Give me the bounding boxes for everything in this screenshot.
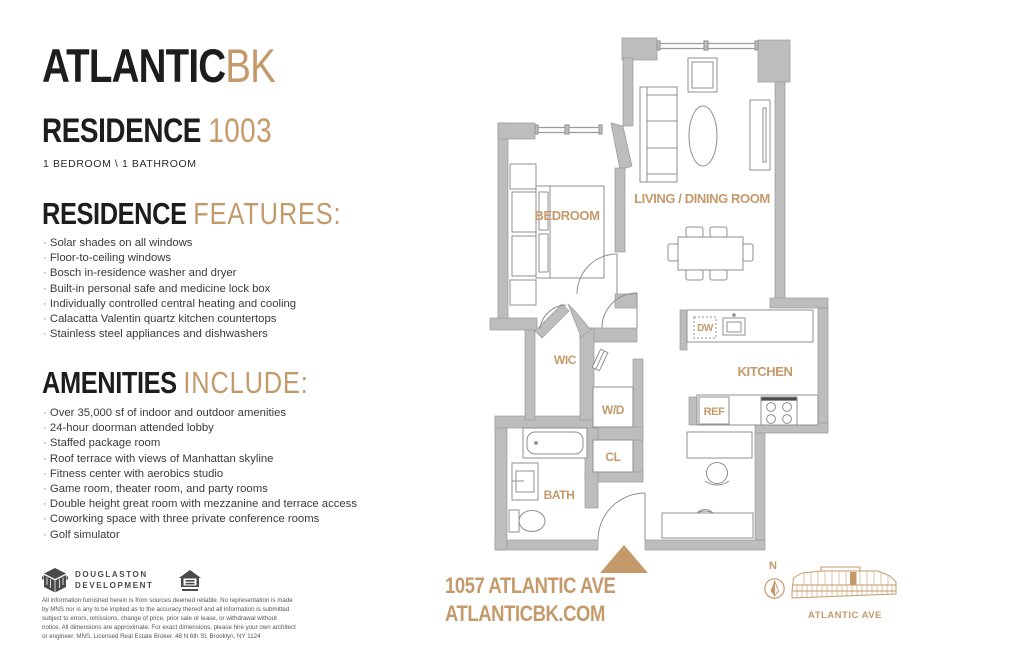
floorplan bbox=[480, 28, 830, 573]
refrigerator-label: REF bbox=[703, 406, 725, 418]
residence-title bbox=[42, 114, 322, 148]
bath-label: BATH bbox=[543, 488, 575, 502]
dresser bbox=[512, 236, 536, 276]
burner bbox=[783, 415, 792, 424]
desk bbox=[662, 513, 753, 538]
burner bbox=[767, 415, 776, 424]
kitchen-label: KITCHEN bbox=[737, 364, 793, 379]
bedroom-label: BEDROOM bbox=[534, 208, 600, 223]
feature-item: · Individually controlled central heating and cooling bbox=[43, 297, 296, 312]
building-keyplan bbox=[790, 564, 900, 608]
sofa bbox=[640, 87, 677, 182]
amenities-list bbox=[43, 406, 357, 543]
amenity-item: · Coworking space with three private conference rooms bbox=[43, 512, 357, 527]
wic-label: WIC bbox=[553, 353, 577, 367]
dishwasher-label: DW bbox=[697, 323, 713, 334]
nightstand bbox=[510, 164, 536, 189]
feature-item: · Built-in personal safe and medicine lock box bbox=[43, 282, 296, 297]
nightstand bbox=[510, 280, 536, 305]
compass-icon bbox=[763, 577, 786, 600]
coffee-table bbox=[689, 106, 717, 166]
pillow bbox=[539, 234, 548, 272]
feature-item: · Stainless steel appliances and dishwashers bbox=[43, 327, 296, 342]
stove-back bbox=[761, 397, 797, 401]
douglaston-logo bbox=[42, 567, 154, 595]
address-line: 1057 ATLANTIC AVE bbox=[445, 573, 616, 598]
residence-label: RESIDENCE bbox=[42, 112, 201, 150]
feature-item: · Solar shades on all windows bbox=[43, 236, 296, 251]
burner bbox=[783, 403, 792, 412]
brand-suffix: BK bbox=[225, 39, 276, 92]
street-label: ATLANTIC AVE bbox=[808, 610, 882, 621]
footer-logos bbox=[42, 567, 202, 595]
douglaston-cube-icon bbox=[42, 567, 68, 595]
burner bbox=[767, 403, 776, 412]
feature-item: · Bosch in-residence washer and dryer bbox=[43, 266, 296, 281]
address-block bbox=[445, 572, 653, 628]
amenities-heading: AMENITIES INCLUDE: bbox=[42, 365, 309, 400]
north-label: N bbox=[769, 560, 777, 572]
website: ATLANTICBK.COM bbox=[445, 601, 605, 626]
feature-item: · Calacatta Valentin quartz kitchen countertops bbox=[43, 312, 296, 327]
washer-dryer-label: W/D bbox=[601, 403, 625, 417]
dining-chair bbox=[710, 227, 727, 237]
brand-logo bbox=[42, 39, 326, 92]
dresser bbox=[512, 192, 536, 232]
amenity-item: · Roof terrace with views of Manhattan skyline bbox=[43, 452, 357, 467]
toilet bbox=[509, 510, 519, 532]
features-list bbox=[43, 236, 296, 342]
amenity-item: · Double height great room with mezzanine and terrace access bbox=[43, 497, 357, 512]
legal-disclaimer: All information furnished herein is from sources deemed reliable. No representation is made by MNS nor is any to be implied as to the accuracy thereof and all information is submitted subject to errors, omissions, change of price, prior sale or lease, or withdrawal without notice. All dimensions are approximate. For exact dimensions, please hire your own architect or engineer. MNS, Licensed Real Estate Broker. 48 N 6th St, Brooklyn, NY 1124 bbox=[42, 597, 296, 640]
residence-subtitle: 1 BEDROOM \ 1 BATHROOM bbox=[43, 158, 197, 170]
features-heading: RESIDENCE FEATURES: bbox=[42, 196, 342, 231]
amenity-item: · Game room, theater room, and party rooms bbox=[43, 482, 357, 497]
amenity-item: · Golf simulator bbox=[43, 528, 357, 543]
dining-chair bbox=[668, 244, 678, 261]
closet-label: CL bbox=[605, 450, 621, 464]
amenity-item: · 24-hour doorman attended lobby bbox=[43, 421, 357, 436]
residence-number: 1003 bbox=[208, 112, 272, 150]
feature-item: · Floor-to-ceiling windows bbox=[43, 251, 296, 266]
tv bbox=[763, 108, 766, 162]
stove bbox=[761, 397, 797, 425]
desk-chair bbox=[707, 463, 728, 484]
dining-chair bbox=[686, 270, 703, 280]
amenity-item: · Fitness center with aerobics studio bbox=[43, 467, 357, 482]
douglaston-text: DOUGLASTON DEVELOPMENT bbox=[75, 570, 154, 590]
amenity-item: · Staffed package room bbox=[43, 436, 357, 451]
equal-housing-icon bbox=[178, 570, 202, 592]
brand-name: ATLANTIC bbox=[42, 39, 226, 92]
dining-chair bbox=[686, 227, 703, 237]
entry-marker-triangle bbox=[600, 545, 648, 573]
dining-chair bbox=[743, 244, 753, 261]
tv-console bbox=[750, 100, 770, 170]
dining-table bbox=[678, 237, 743, 270]
living-dining-label: LIVING / DINING ROOM bbox=[634, 191, 770, 206]
desk bbox=[687, 432, 752, 458]
dining-chair bbox=[710, 270, 727, 280]
unit-highlight bbox=[850, 572, 857, 585]
amenity-item: · Over 35,000 sf of indoor and outdoor amenities bbox=[43, 406, 357, 421]
keyplan bbox=[752, 558, 912, 638]
